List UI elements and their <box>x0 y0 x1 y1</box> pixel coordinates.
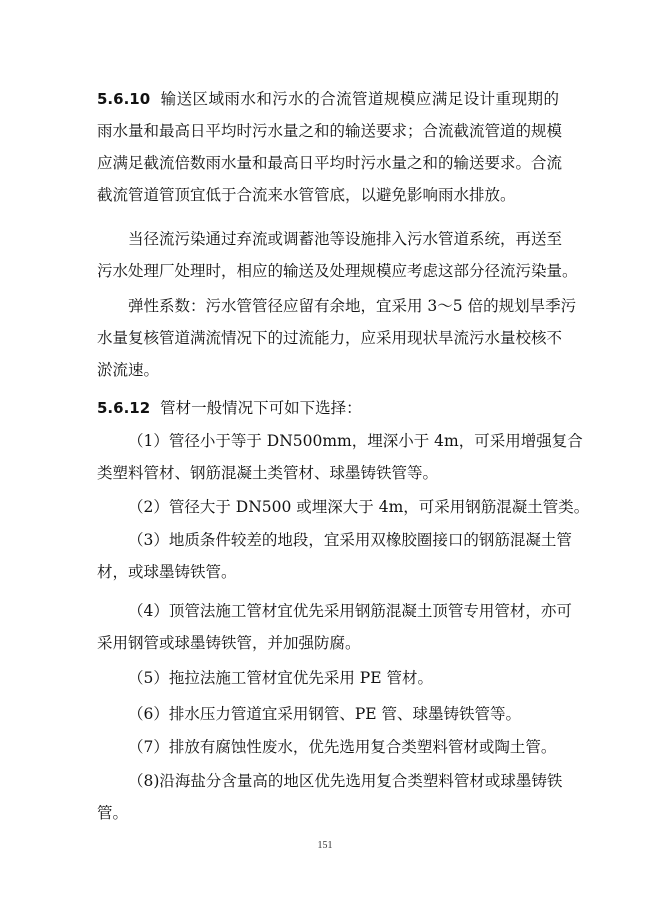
list-item-3 <box>97 524 572 588</box>
list-item-2 <box>97 491 590 523</box>
section-number: 5.6.10 <box>97 90 151 108</box>
text-line: （3）地质条件较差的地段，宜采用双橡胶圈接口的钢筋混凝土管 <box>128 531 572 549</box>
list-item-4 <box>97 595 572 659</box>
list-item-7 <box>97 731 559 763</box>
section-number: 5.6.12 <box>97 399 151 417</box>
text-line: 截流管道管顶宜低于合流来水管管底，以避免影响雨水排放。 <box>97 186 516 204</box>
list-item-1 <box>97 425 583 489</box>
list-item-8 <box>97 765 563 829</box>
text-line: （1）管径小于等于 DN500mm，埋深小于 4m，可采用增强复合 <box>128 432 583 450</box>
text-line: （5）拖拉法施工管材宜优先采用 PE 管材。 <box>128 669 433 687</box>
text-line: （8)沿海盐分含量高的地区优先选用复合类塑料管材或球墨铸铁 <box>128 772 563 790</box>
list-item-5 <box>97 662 559 694</box>
text-line: 应满足截流倍数雨水量和最高日平均时污水量之和的输送要求。合流 <box>97 154 563 172</box>
text-line: 材，或球墨铸铁管。 <box>97 563 237 581</box>
paragraph-5-6-10 <box>97 83 563 211</box>
text-line: （7）排放有腐蚀性废水，优先选用复合类塑料管材或陶土管。 <box>128 738 557 756</box>
text-line: 采用钢管或球墨铸铁管，并加强防腐。 <box>97 634 361 652</box>
text-line: 污水处理厂处理时，相应的输送及处理规模应考虑这部分径流污染量。 <box>97 262 578 280</box>
text-line: 当径流污染通过弃流或调蓄池等设施排入污水管道系统，再送至 <box>128 230 563 248</box>
text-line: 淤流速。 <box>97 361 160 379</box>
text-line: （2）管径大于 DN500 或埋深大于 4m，可采用钢筋混凝土管类。 <box>128 498 590 516</box>
text-line: 雨水量和最高日平均时污水量之和的输送要求；合流截流管道的规模 <box>97 122 563 140</box>
text-line: 水量复核管道满流情况下的过流能力，应采用现状旱流污水量校核不 <box>97 329 563 347</box>
list-item-6 <box>97 698 559 730</box>
text-line: 弹性系数：污水管管径应留有余地，宜采用 3～5 倍的规划旱季污 <box>128 297 577 315</box>
text-line: 5.6.10 输送区域雨水和污水的合流管道规模应满足设计重现期的 <box>97 90 559 108</box>
text-line: 管。 <box>97 804 129 822</box>
text-line: （4）顶管法施工管材宜优先采用钢筋混凝土顶管专用管材，亦可 <box>128 602 572 620</box>
paragraph-5-6-12 <box>97 392 559 424</box>
paragraph-runoff-pollution <box>97 223 578 287</box>
text-line: 类塑料管材、钢筋混凝土类管材、球墨铸铁管等。 <box>97 464 439 482</box>
text-line: 5.6.12 管材一般情况下可如下选择： <box>97 399 362 417</box>
page-number: 151 <box>317 840 333 851</box>
text-line: （6）排水压力管道宜采用钢管、PE 管、球墨铸铁管等。 <box>128 705 522 723</box>
paragraph-elasticity-coefficient <box>97 290 577 386</box>
